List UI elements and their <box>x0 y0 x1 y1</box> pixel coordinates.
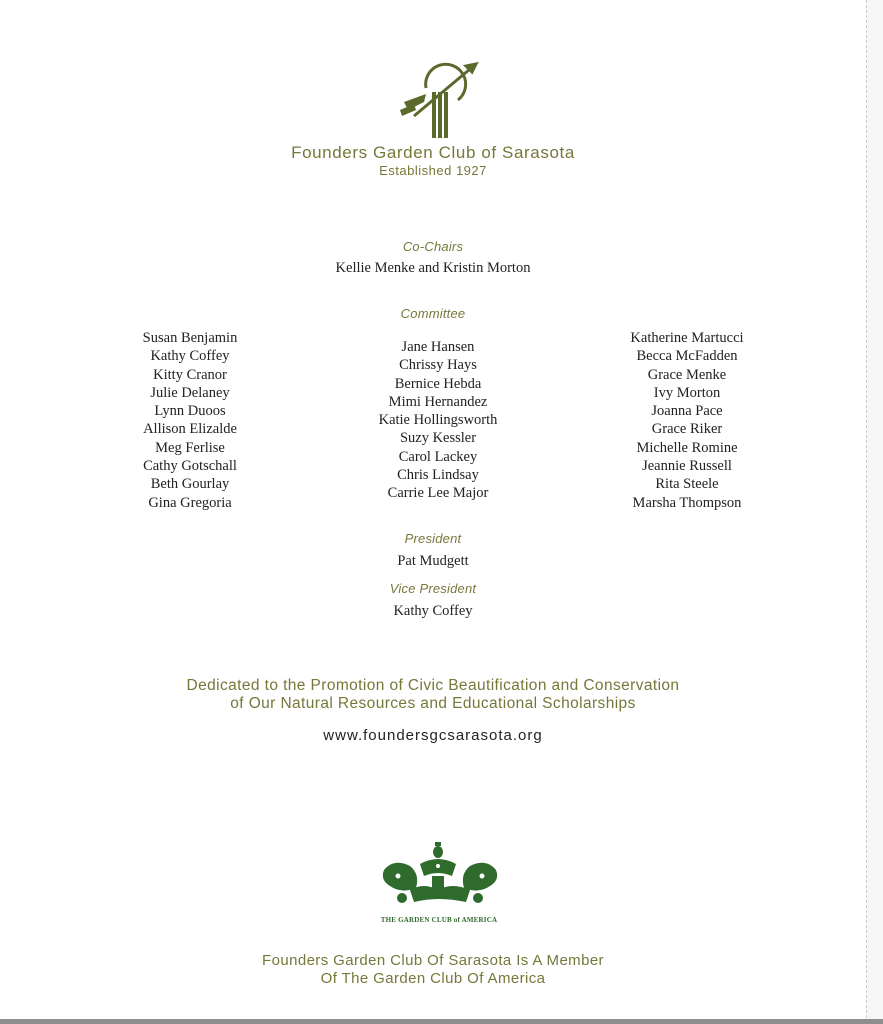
committee-member: Michelle Romine <box>636 439 738 456</box>
committee-member: Mimi Hernandez <box>388 393 488 410</box>
committee-member: Rita Steele <box>655 476 719 493</box>
cochairs-names: Kellie Menke and Kristin Morton <box>335 260 531 276</box>
committee-member: Grace Riker <box>651 421 723 438</box>
viewer-right-margin <box>867 0 883 1019</box>
committee-member: Jane Hansen <box>401 339 475 355</box>
committee-member: Julie Delaney <box>150 384 230 401</box>
committee-member: Jeannie Russell <box>642 458 732 475</box>
committee-member: Lynn Duoos <box>154 403 226 420</box>
mission-statement <box>0 677 866 713</box>
committee-member: Cathy Gotschall <box>143 458 237 475</box>
vice-president-heading: Vice President <box>389 581 477 596</box>
membership-line-1: Founders Garden Club Of Sarasota Is A Member <box>262 952 604 969</box>
vice-president-name: Kathy Coffey <box>393 603 473 619</box>
gca-logo-text: THE GARDEN CLUB of AMERICA <box>380 916 498 924</box>
website-url: www.foundersgcsarasota.org <box>323 727 543 744</box>
committee-column-1 <box>110 329 270 512</box>
established-year: Established 1927 <box>379 163 487 178</box>
committee-column-2 <box>348 338 528 503</box>
mission-line-2: of Our Natural Resources and Educational Scholarships <box>230 695 636 712</box>
committee-member: Carol Lackey <box>398 448 478 465</box>
committee-member: Becca McFadden <box>636 348 738 365</box>
membership-line-2: Of The Garden Club Of America <box>320 970 546 987</box>
committee-member: Bernice Hebda <box>394 375 482 392</box>
committee-member: Gina Gregoria <box>148 494 232 511</box>
committee-heading: Committee <box>400 306 466 321</box>
club-emblem-logo <box>396 58 482 140</box>
membership-statement <box>0 952 866 988</box>
committee-member: Grace Menke <box>647 366 727 383</box>
committee-member: Katherine Martucci <box>630 330 744 346</box>
committee-member: Joanna Pace <box>651 403 723 420</box>
committee-member: Allison Elizalde <box>143 421 237 438</box>
committee-member: Beth Gourlay <box>150 476 230 493</box>
committee-member: Ivy Morton <box>653 384 721 401</box>
committee-member: Carrie Lee Major <box>387 485 489 502</box>
committee-member: Susan Benjamin <box>142 330 238 346</box>
mission-line-1: Dedicated to the Promotion of Civic Beautification and Conservation <box>186 677 680 694</box>
committee-member: Meg Ferlise <box>155 439 225 456</box>
committee-member: Chris Lindsay <box>397 467 479 484</box>
committee-member: Kitty Cranor <box>153 366 227 383</box>
garden-club-of-america-logo <box>380 840 500 910</box>
viewer-bottom-bar <box>0 1019 883 1024</box>
committee-member: Kathy Coffey <box>150 348 230 365</box>
committee-member: Chrissy Hays <box>399 357 477 374</box>
committee-member: Katie Hollingsworth <box>378 412 498 429</box>
committee-column-3 <box>598 329 776 512</box>
cochairs-heading: Co-Chairs <box>402 239 464 254</box>
president-heading: President <box>404 531 462 546</box>
club-name: Founders Garden Club of Sarasota <box>291 143 575 162</box>
president-name: Pat Mudgett <box>397 553 469 569</box>
committee-member: Marsha Thompson <box>632 494 742 511</box>
committee-member: Suzy Kessler <box>399 430 477 447</box>
